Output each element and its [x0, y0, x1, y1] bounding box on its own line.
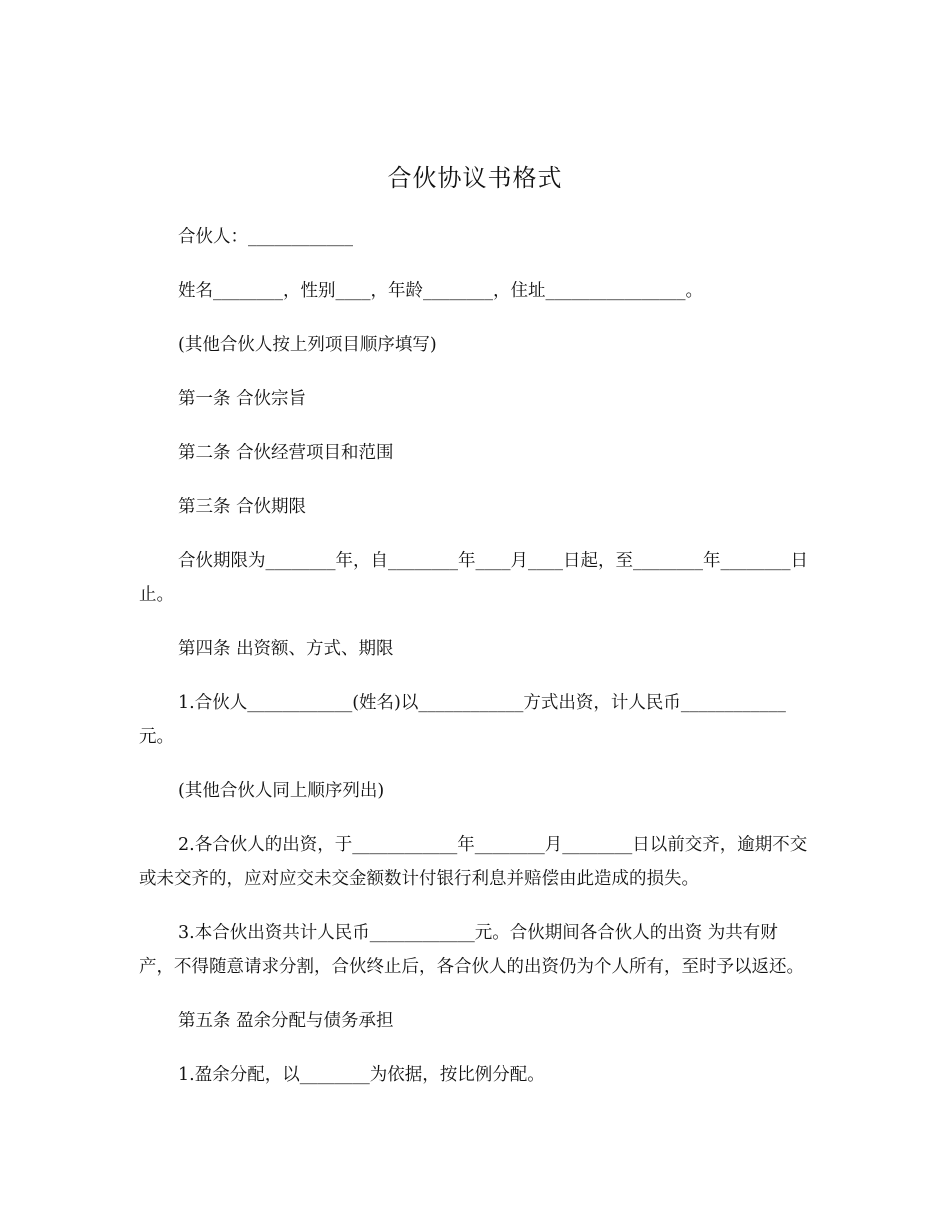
paragraph-contribution-3: 3.本合伙出资共计人民币____________元。合伙期间各合伙人的出资 为共有财产，不得随意请求分割，合伙终止后，各合伙人的出资仍为个人所有，至时予以返还。	[139, 923, 804, 977]
article-3-heading: 第三条 合伙期限	[178, 497, 307, 517]
article-1-heading: 第一条 合伙宗旨	[178, 389, 307, 409]
paragraph-profit-distribution: 1.盈余分配，以________为依据，按比例分配。	[178, 1065, 545, 1085]
article-5-heading: 第五条 盈余分配与债务承担	[178, 1011, 394, 1031]
paragraph-contribution-2: 2.各合伙人的出资，于____________年________月________日以前交齐，逾期不交或未交齐的，应对应交未交金额数计付银行利息并赔偿由此造成的损失。	[139, 835, 808, 889]
article-2-heading: 第二条 合伙经营项目和范围	[178, 443, 394, 463]
paragraph-partner: 合伙人：____________	[178, 227, 353, 247]
document-body	[139, 220, 811, 1112]
paragraph-other-partners-note: (其他合伙人按上列项目顺序填写)	[178, 335, 437, 355]
paragraph-other-partners-list-note: (其他合伙人同上顺序列出)	[178, 781, 385, 801]
article-4-heading: 第四条 出资额、方式、期限	[178, 639, 394, 659]
paragraph-partner-info: 姓名________，性别____，年龄________，住址________________。	[178, 281, 703, 301]
paragraph-contribution-1: 1.合伙人____________(姓名)以____________方式出资，计人民币____________元。	[139, 693, 786, 747]
document-title: 合伙协议书格式	[387, 164, 563, 192]
paragraph-term: 合伙期限为________年，自________年____月____日起，至________年________日止。	[139, 551, 808, 605]
